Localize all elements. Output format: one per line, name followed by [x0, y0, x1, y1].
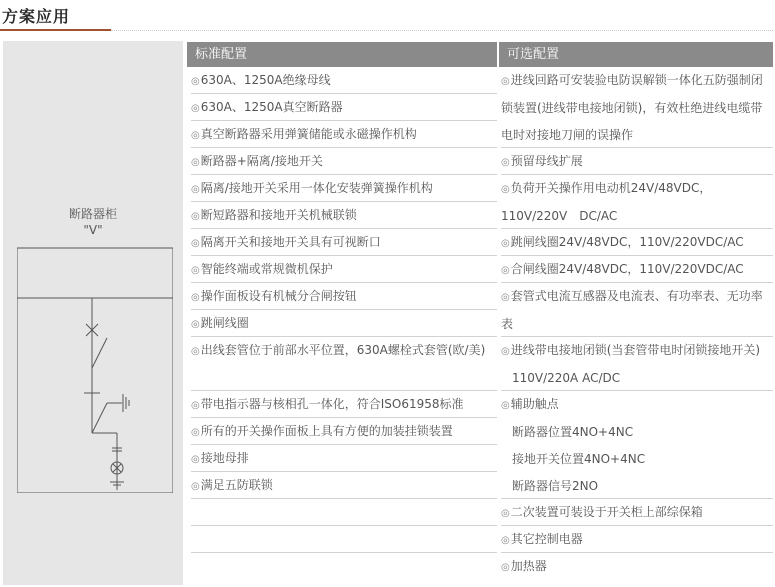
standard-item: ◎操作面板设有机械分合闸按钮 — [191, 283, 497, 310]
optional-item: ◎其它控制电器 — [501, 526, 773, 553]
optional-item: ◎预留母线扩展 — [501, 148, 773, 175]
optional-item: ◎负荷开关操作用电动机24V/48VDC， 110V/220V DC/AC — [501, 175, 773, 229]
standard-item: ◎带电指示器与核相孔一体化，符合ISO61958标准 — [191, 391, 497, 418]
optional-item: ◎跳闸线圈24V/48VDC，110V/220VDC/AC — [501, 229, 773, 256]
standard-item: ◎630A、1250A绝缘母线 — [191, 67, 497, 94]
breaker-blade — [92, 338, 107, 368]
standard-config-column — [187, 67, 497, 580]
standard-empty-row — [191, 499, 497, 526]
section-title: 方案应用 — [2, 7, 71, 26]
standard-item: ◎跳闸线圈 — [191, 310, 497, 337]
cabinet-code: "V" — [83, 223, 103, 237]
optional-item: ◎辅助触点 断路器位置4NO+4NC 接地开关位置4NO+4NC 断路器信号2NO — [501, 391, 773, 499]
standard-config-header: 标准配置 — [187, 42, 497, 67]
optional-config-header: 可选配置 — [499, 42, 773, 67]
cabinet-outline — [17, 248, 173, 493]
standard-item: ◎出线套管位于前部水平位置，630A螺栓式套管(欧/美) — [191, 337, 497, 391]
optional-config-column — [499, 67, 773, 580]
standard-item: ◎智能终端或常规微机保护 — [191, 256, 497, 283]
standard-item: ◎接地母排 — [191, 445, 497, 472]
standard-item: ◎满足五防联锁 — [191, 472, 497, 499]
optional-item: ◎合闸线圈24V/48VDC，110V/220VDC/AC — [501, 256, 773, 283]
earth-switch-blade — [92, 403, 107, 433]
standard-item: ◎断短路器和接地开关机械联锁 — [191, 202, 497, 229]
standard-item: ◎所有的开关操作面板上具有方便的加装挂锁装置 — [191, 418, 497, 445]
standard-empty-row — [191, 526, 497, 553]
standard-item: ◎真空断路器采用弹簧储能或永磁操作机构 — [191, 121, 497, 148]
optional-item: ◎进线回路可安装验电防误解锁一体化五防强制闭锁装置(进线带电接地闭锁)，有效杜绝进线电缆带电时对接地刀闸的误操作 — [501, 67, 773, 148]
standard-empty-row — [191, 553, 497, 580]
single-line-diagram — [17, 208, 173, 493]
standard-item: ◎630A、1250A真空断路器 — [191, 94, 497, 121]
cabinet-name: 断路器柜 — [68, 207, 117, 221]
title-dotted-rule — [111, 30, 773, 31]
standard-item: ◎隔离开关和接地开关具有可视断口 — [191, 229, 497, 256]
optional-item: ◎套管式电流互感器及电流表、有功率表、无功率表 — [501, 283, 773, 337]
standard-item: ◎断路器+隔离/接地开关 — [191, 148, 497, 175]
optional-item: ◎进线带电接地闭锁(当套管带电时闭锁接地开关) 110V/220A AC/DC — [501, 337, 773, 391]
optional-item: ◎二次装置可装设于开关柜上部综保箱 — [501, 499, 773, 526]
standard-item: ◎隔离/接地开关采用一体化安装弹簧操作机构 — [191, 175, 497, 202]
cabinet-panel — [3, 41, 183, 585]
optional-item: ◎加热器 — [501, 559, 547, 573]
title-underline — [0, 29, 111, 31]
